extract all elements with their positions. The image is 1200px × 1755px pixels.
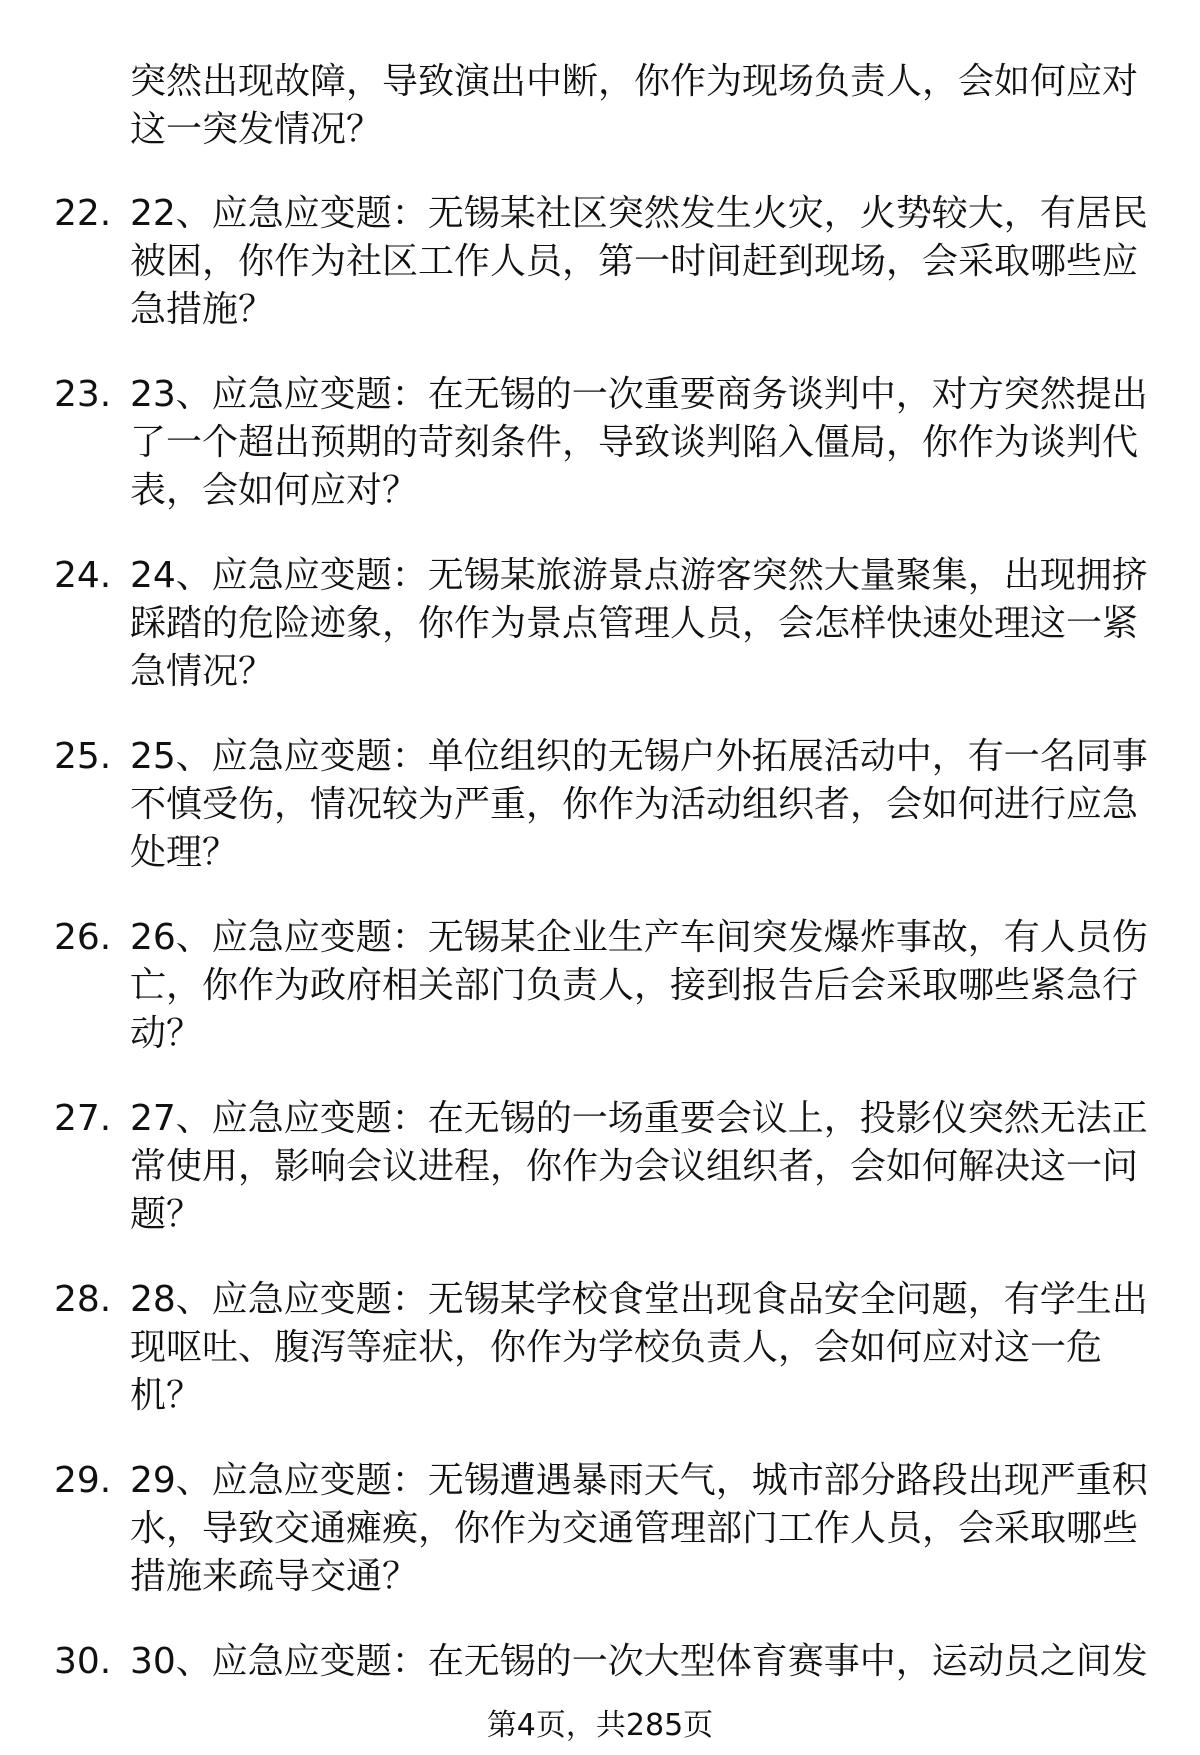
item-number: 24. [54,555,112,596]
item-number: 23. [54,374,112,415]
list-item [0,371,1200,515]
item-number: 29. [54,1460,112,1501]
list-item [0,552,1200,696]
question-text: 25、应急应变题：单位组织的无锡户外拓展活动中，有一名同事不慎受伤，情况较为严重，你作为活动组织者，会如何进行应急处理？ [130,736,1148,873]
list-item [0,1095,1200,1239]
item-number: 22. [54,193,112,234]
list-item [0,190,1200,334]
item-number: 25. [54,736,112,777]
question-text: 27、应急应变题：在无锡的一场重要会议上，投影仪突然无法正常使用，影响会议进程，你作为会议组织者，会如何解决这一问题？ [130,1098,1148,1235]
question-text: 26、应急应变题：无锡某企业生产车间突发爆炸事故，有人员伤亡，你作为政府相关部门负责人，接到报告后会采取哪些紧急行动？ [130,917,1148,1054]
item-number: 27. [54,1098,112,1139]
question-text: 23、应急应变题：在无锡的一次重要商务谈判中，对方突然提出了一个超出预期的苛刻条件，导致谈判陷入僵局，你作为谈判代表，会如何应对？ [130,374,1148,511]
list-item [0,733,1200,877]
question-text: 29、应急应变题：无锡遭遇暴雨天气，城市部分路段出现严重积水，导致交通瘫痪，你作为交通管理部门工作人员，会采取哪些措施来疏导交通？ [130,1460,1148,1597]
list-item [0,1457,1200,1601]
question-text: 22、应急应变题：无锡某社区突然发生火灾，火势较大，有居民被困，你作为社区工作人员，第一时间赶到现场，会采取哪些应急措施？ [130,193,1148,330]
question-text: 28、应急应变题：无锡某学校食堂出现食品安全问题，有学生出现呕吐、腹泻等症状，你作为学校负责人，会如何应对这一危机？ [130,1279,1148,1416]
item-number: 26. [54,917,112,958]
continuation-text: 突然出现故障，导致演出中断，你作为现场负责人，会如何应对这一突发情况？ [130,61,1139,150]
question-text: 24、应急应变题：无锡某旅游景点游客突然大量聚集，出现拥挤踩踏的危险迹象，你作为景点管理人员，会怎样快速处理这一紧急情况？ [130,555,1148,692]
list-item [0,1638,1200,1686]
question-text: 30、应急应变题：在无锡的一次大型体育赛事中，运动员之间发 [130,1641,1148,1682]
item-number: 28. [54,1279,112,1320]
item-number: 30. [54,1641,112,1682]
list-item [0,1276,1200,1420]
question-list [0,190,1200,1723]
page-footer: 第4页，共285页 [486,1708,714,1743]
list-item [0,914,1200,1058]
